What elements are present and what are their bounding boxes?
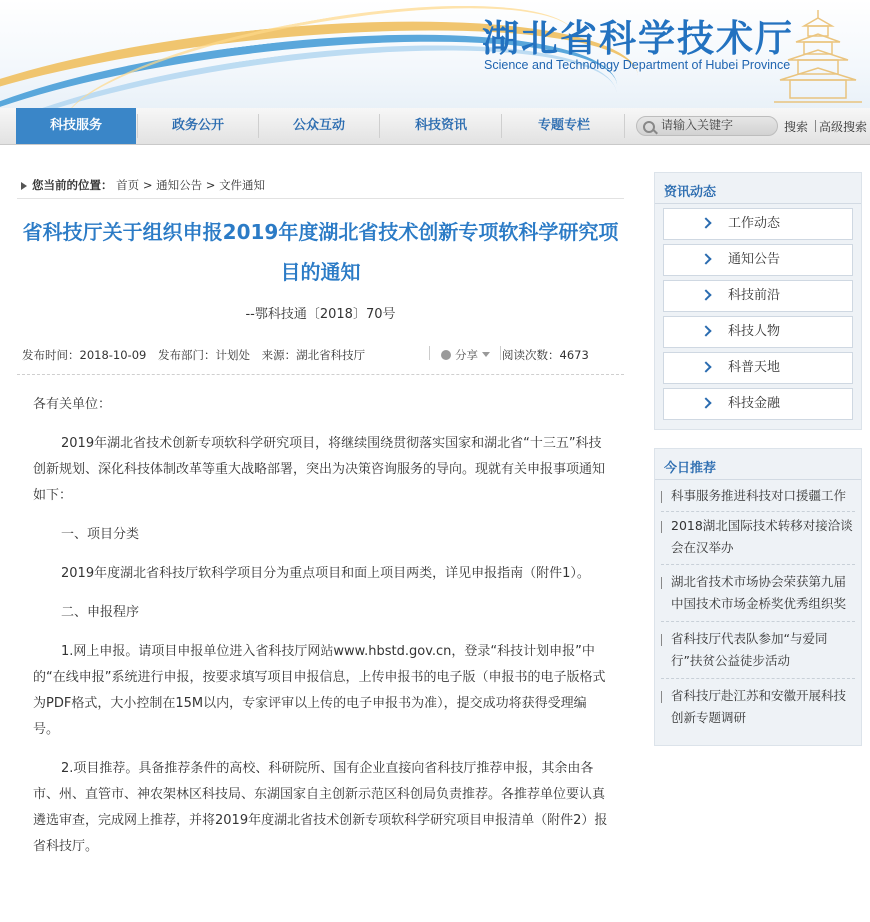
recommend-item-label: 科事服务推进科技对口援疆工作 <box>671 488 847 503</box>
divider <box>815 120 816 132</box>
sidebar-news-heading: 资讯动态 <box>664 185 717 200</box>
divider <box>661 564 855 565</box>
divider <box>661 678 855 679</box>
nav-divider <box>379 114 380 138</box>
chevron-right-icon <box>700 217 711 228</box>
chevron-right-icon <box>700 289 711 300</box>
breadcrumb-label: 您当前的位置： <box>32 178 113 192</box>
publish-time: 发布时间：2018-10-09 <box>22 348 147 362</box>
sidebar-item-label: 科技人物 <box>728 324 781 339</box>
header-banner <box>0 0 870 108</box>
arrow-right-icon <box>21 182 27 190</box>
search-button[interactable]: 搜索 <box>784 120 809 134</box>
nav-item-tech-services[interactable]: 科技服务 <box>16 108 136 144</box>
breadcrumb <box>17 172 624 199</box>
divider <box>500 346 501 360</box>
recommend-item-label: 省科技厅代表队参加“与爱同行”扶贫公益徒步活动 <box>671 631 828 668</box>
nav-item-public-interaction[interactable]: 公众互动 <box>292 118 345 133</box>
publish-department: 发布部门：计划处 <box>158 348 250 362</box>
chevron-right-icon <box>700 325 711 336</box>
article-title: 省科技厅关于组织申报2019年度湖北省技术创新专项软科学研究项目的通知 <box>22 220 619 284</box>
recommend-item-label: 湖北省技术市场协会荣获第九届中国技术市场金桥奖优秀组织奖 <box>671 574 847 611</box>
breadcrumb-home[interactable]: 首页 <box>116 178 140 192</box>
sidebar-item-popular-science[interactable] <box>663 352 853 384</box>
article-paragraph: 2.项目推荐。具备推荐条件的高校、科研院所、国有企业直接向省科技厅推荐申报，其余由各市、州、直管市、神农架林区科技局、东湖国家自主创新示范区科创局负责推荐。各推荐单位要认真遴选审查，完成网上推荐，并将2019年度湖北省技术创新专项软科学研究项目申报清单（附件2）报省科技厅。 <box>33 761 608 854</box>
nav-divider <box>624 114 625 138</box>
site-subtitle: Science and Technology Department of Hubei Province <box>484 58 791 72</box>
bullet-icon <box>661 491 662 503</box>
sidebar-item-label: 通知公告 <box>728 252 781 267</box>
divider <box>429 346 430 360</box>
share-label: 分享 <box>455 348 478 362</box>
view-count: 阅读次数：4673 <box>502 348 589 362</box>
sidebar-item-label: 工作动态 <box>728 216 781 231</box>
search-input[interactable] <box>661 117 771 133</box>
bullet-icon <box>661 577 662 589</box>
document-number: --鄂科技通〔2018〕70号 <box>245 307 396 322</box>
divider <box>17 374 624 375</box>
bullet-icon <box>661 691 662 703</box>
recommend-item[interactable] <box>661 485 857 507</box>
nav-item-government-affairs[interactable]: 政务公开 <box>171 118 224 133</box>
sidebar-item-label: 科普天地 <box>728 360 781 375</box>
sidebar-item-finance[interactable] <box>663 388 853 420</box>
sidebar-item-frontier[interactable] <box>663 280 853 312</box>
article-paragraph: 各有关单位： <box>33 397 112 412</box>
article-section-heading: 一、项目分类 <box>61 527 140 542</box>
chevron-right-icon <box>700 397 711 408</box>
breadcrumb-notices[interactable]: 通知公告 <box>156 178 203 192</box>
search-icon <box>643 121 655 133</box>
site-title[interactable]: 湖北省科学技术厅 <box>482 16 794 60</box>
article-section-heading: 二、申报程序 <box>61 605 140 620</box>
sidebar-item-people[interactable] <box>663 316 853 348</box>
breadcrumb-separator: > <box>205 178 216 192</box>
recommend-item[interactable] <box>661 571 857 615</box>
breadcrumb-separator: > <box>142 178 153 192</box>
share-icon <box>441 350 451 360</box>
breadcrumb-documents[interactable]: 文件通知 <box>219 178 266 192</box>
sidebar-item-notices[interactable] <box>663 244 853 276</box>
chevron-down-icon <box>482 352 490 357</box>
divider <box>655 203 861 204</box>
divider <box>661 621 855 622</box>
bullet-icon <box>661 634 662 646</box>
recommend-item[interactable] <box>661 685 857 729</box>
recommend-item-label: 2018湖北国际技术转移对接洽谈会在汉举办 <box>671 518 853 555</box>
yellow-crane-tower-icon <box>770 4 866 104</box>
chevron-right-icon <box>700 253 711 264</box>
advanced-search-link[interactable]: 高级搜索 <box>819 120 868 134</box>
recommend-item[interactable] <box>661 515 857 559</box>
nav-divider <box>501 114 502 138</box>
recommend-item-label: 省科技厅赴江苏和安徽开展科技创新专题调研 <box>671 688 847 725</box>
article-paragraph: 2019年湖北省技术创新专项软科学研究项目，将继续围绕贯彻落实国家和湖北省“十三五”科技创新规划、深化科技体制改革等重大战略部署，突出为决策咨询服务的导向。现就有关申报事项通知如下： <box>33 436 606 503</box>
nav-item-tech-news[interactable]: 科技资讯 <box>414 118 467 133</box>
article-source: 来源：湖北省科技厅 <box>261 348 366 362</box>
recommend-item[interactable] <box>661 628 857 672</box>
divider <box>655 479 861 480</box>
sidebar-recommend-heading: 今日推荐 <box>664 461 717 476</box>
sidebar-item-label: 科技前沿 <box>728 288 781 303</box>
article-paragraph: 1.网上申报。请项目申报单位进入省科技厅网站www.hbstd.gov.cn，登录“科技计划申报”中的“在线申报”系统进行申报，按要求填写项目申报信息，上传申报书的电子版（申报书的电子版格式为PDF格式，大小控制在15M以内，专家评审以上传的电子申报书为准），提交成功将获得受理编号。 <box>33 644 606 737</box>
chevron-right-icon <box>700 361 711 372</box>
nav-item-special-topics[interactable]: 专题专栏 <box>537 118 590 133</box>
sidebar-item-work-news[interactable] <box>663 208 853 240</box>
sidebar-item-label: 科技金融 <box>728 396 781 411</box>
article-paragraph: 2019年度湖北省科技厅软科学项目分为重点项目和面上项目两类，详见申报指南（附件1）。 <box>61 566 590 581</box>
sidebar-recommend-panel <box>654 448 862 746</box>
sidebar-news-panel <box>654 172 862 430</box>
divider <box>661 511 855 512</box>
bullet-icon <box>661 521 662 533</box>
share-button[interactable] <box>441 347 490 363</box>
article-body <box>33 392 610 873</box>
article-meta <box>22 347 373 363</box>
